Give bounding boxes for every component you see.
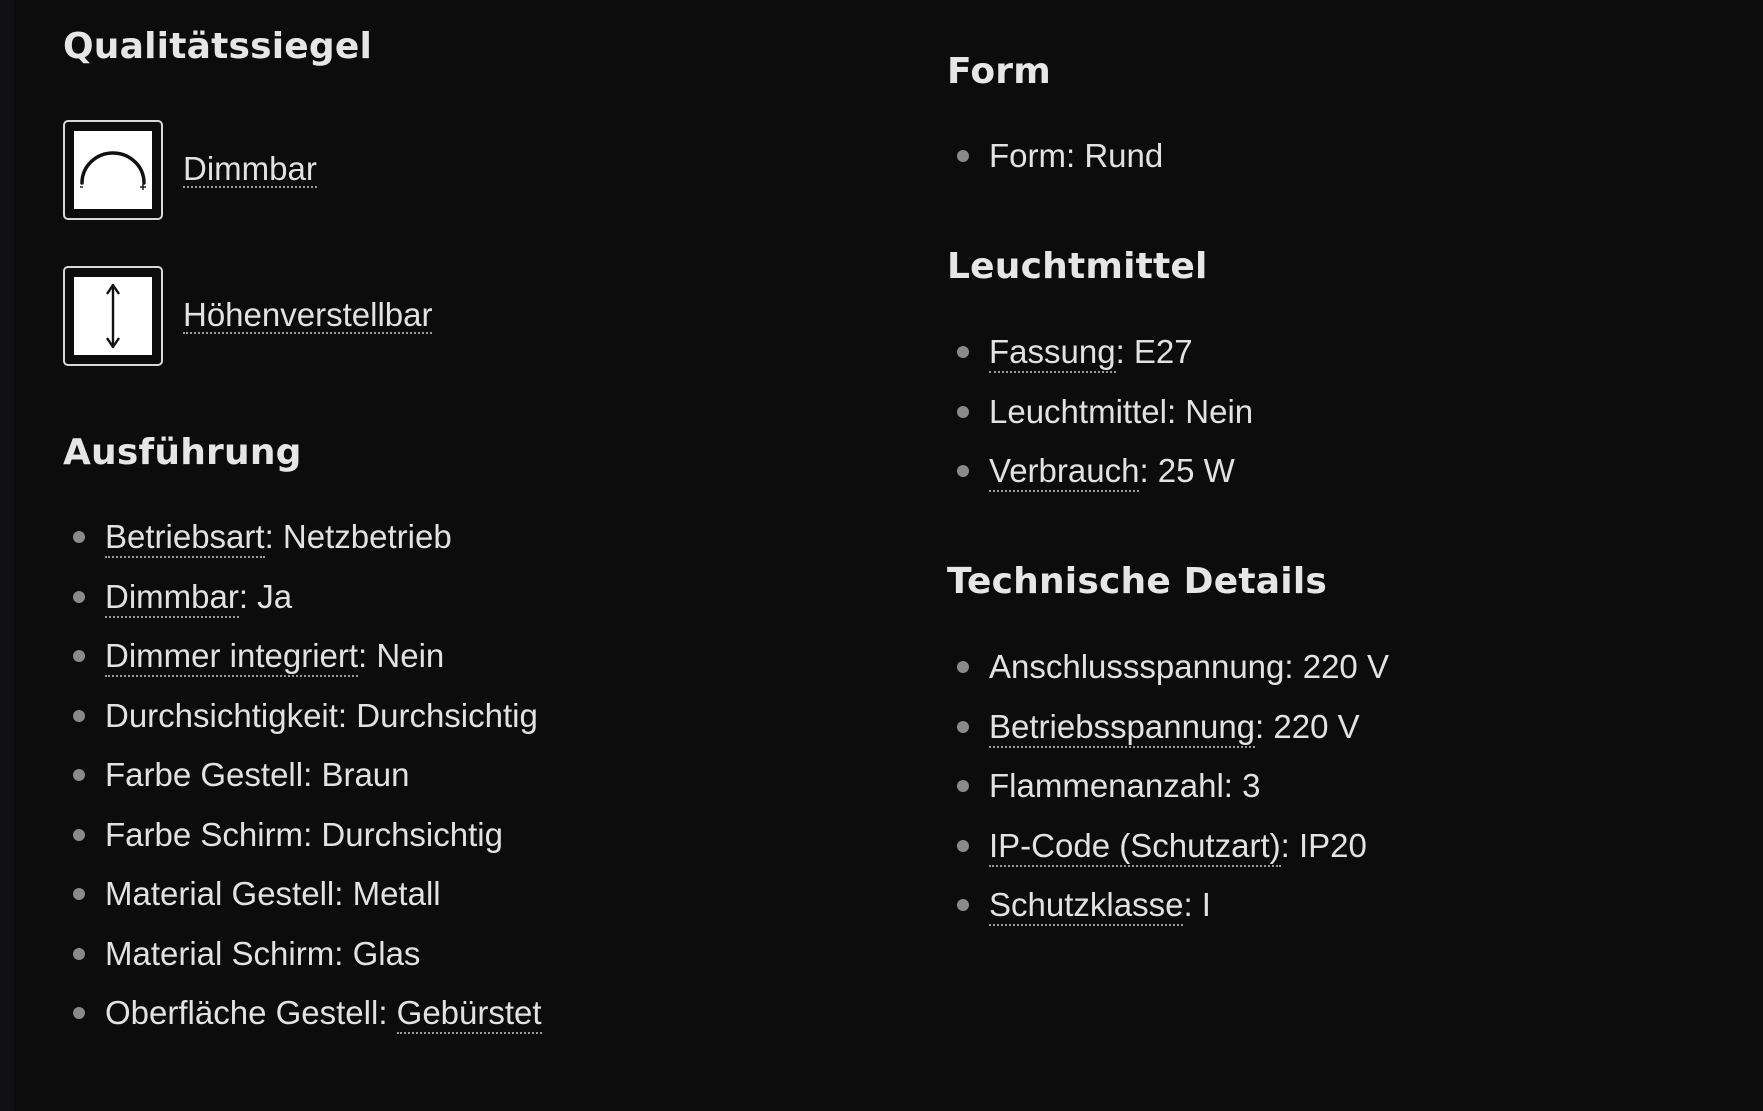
list-item [947,875,1389,935]
bullet [957,406,969,418]
dimmable-arc-icon [74,131,152,209]
list-item [63,924,542,984]
bullet [73,948,85,960]
list-item [63,805,542,865]
spec-value: Rund [1084,137,1164,174]
spec-value: 25 W [1157,452,1235,489]
spec-key: Anschlussspannung [989,648,1285,685]
spec-value: Durchsichtig [321,815,503,853]
spec-value: Glas [352,934,421,972]
seal-dimmable-frame [63,120,163,220]
spec-value: Durchsichtig [356,696,538,734]
spec-key: Material Schirm [105,934,335,972]
spec-value: Netzbetrieb [282,518,452,555]
spec-key: Farbe Gestell [105,756,304,793]
bullet [73,650,85,662]
bullet [957,346,969,358]
spec-key: Farbe Schirm [105,815,304,853]
spec-separator: : [1166,392,1186,430]
spec-separator: : [303,815,322,853]
seal-height-adjustable-frame [63,266,163,366]
spec-key-link[interactable]: Dimmbar [105,578,239,618]
bullet [73,888,85,900]
bullet [957,840,969,852]
bulb-heading: Leuchtmittel [947,246,1208,287]
spec-separator: : [1066,137,1085,174]
list-item [63,864,542,924]
list-item [947,637,1389,697]
spec-value: E27 [1133,333,1193,370]
spec-separator: : [1255,707,1274,745]
execution-list [63,507,542,1043]
list-item [947,441,1253,501]
list-item [63,686,542,746]
form-heading: Form [947,51,1051,92]
spec-value: IP20 [1298,826,1367,864]
bullet [957,465,969,477]
quality-seal-heading: Qualitätssiegel [63,26,373,67]
spec-separator: : [264,518,283,555]
spec-key: Material Gestell [105,875,335,912]
list-item [947,322,1253,382]
spec-separator: : [238,577,258,615]
spec-key: Durchsichtigkeit [105,696,338,734]
bullet [73,829,85,841]
list-item [947,697,1389,757]
spec-key-link[interactable]: Betriebsart [105,518,265,558]
list-item [947,756,1389,816]
spec-separator: : [1280,826,1299,864]
spec-value: 220 V [1273,707,1360,745]
bullet [73,531,85,543]
bulb-list [947,322,1253,501]
spec-key-link[interactable]: Dimmer integriert [105,637,358,677]
technical-details-list [947,637,1389,935]
execution-heading: Ausführung [63,432,302,473]
list-item [947,126,1163,186]
spec-key-link[interactable]: Schutzklasse [989,886,1183,926]
bullet [73,1007,85,1019]
spec-separator: : [358,637,377,674]
list-item [63,983,542,1043]
spec-separator: : [334,934,353,972]
spec-separator: : [337,696,357,734]
page-left-edge [0,0,14,1111]
spec-value: Nein [1185,392,1254,430]
spec-value: Metall [352,875,441,912]
spec-value: I [1201,886,1211,923]
bullet [957,661,969,673]
spec-key: Flammenanzahl [989,767,1224,804]
spec-separator: : [1223,767,1243,804]
spec-separator: : [1183,886,1202,923]
spec-separator: : [303,756,322,793]
form-list [947,126,1163,186]
list-item [63,626,542,686]
spec-key-link[interactable]: IP-Code (Schutzart) [989,827,1281,867]
bullet [957,780,969,792]
spec-separator: : [1139,452,1158,489]
spec-value: Braun [321,756,410,793]
list-item [63,745,542,805]
bullet [73,710,85,722]
seal-height-adjustable-label[interactable]: Höhenverstellbar [183,295,433,333]
list-item [947,382,1253,442]
spec-value: Ja [257,577,293,615]
spec-value: 220 V [1302,648,1389,685]
list-item [63,507,542,567]
bullet [73,591,85,603]
spec-separator: : [334,875,353,912]
spec-value-link[interactable]: Gebürstet [397,994,542,1034]
bullet [73,769,85,781]
spec-key: Leuchtmittel [989,392,1167,430]
bullet [957,899,969,911]
seal-dimmable[interactable] [63,118,317,222]
spec-value: 3 [1242,767,1261,804]
spec-key-link[interactable]: Betriebsspannung [989,708,1255,748]
spec-value: Nein [376,637,445,674]
bullet [957,721,969,733]
spec-key: Form [989,137,1066,174]
spec-key: Oberfläche Gestell [105,994,379,1031]
spec-separator: : [1284,648,1303,685]
height-adjustable-arrow-icon [74,277,152,355]
seal-height-adjustable[interactable] [63,264,432,368]
list-item [947,816,1389,876]
spec-key-link[interactable]: Verbrauch [989,452,1139,492]
seal-dimmable-label[interactable]: Dimmbar [183,149,317,187]
spec-separator: : [378,994,397,1031]
technical-details-heading: Technische Details [947,561,1327,602]
spec-separator: : [1115,333,1134,370]
spec-key-link[interactable]: Fassung [989,333,1116,373]
bullet [957,150,969,162]
list-item [63,567,542,627]
